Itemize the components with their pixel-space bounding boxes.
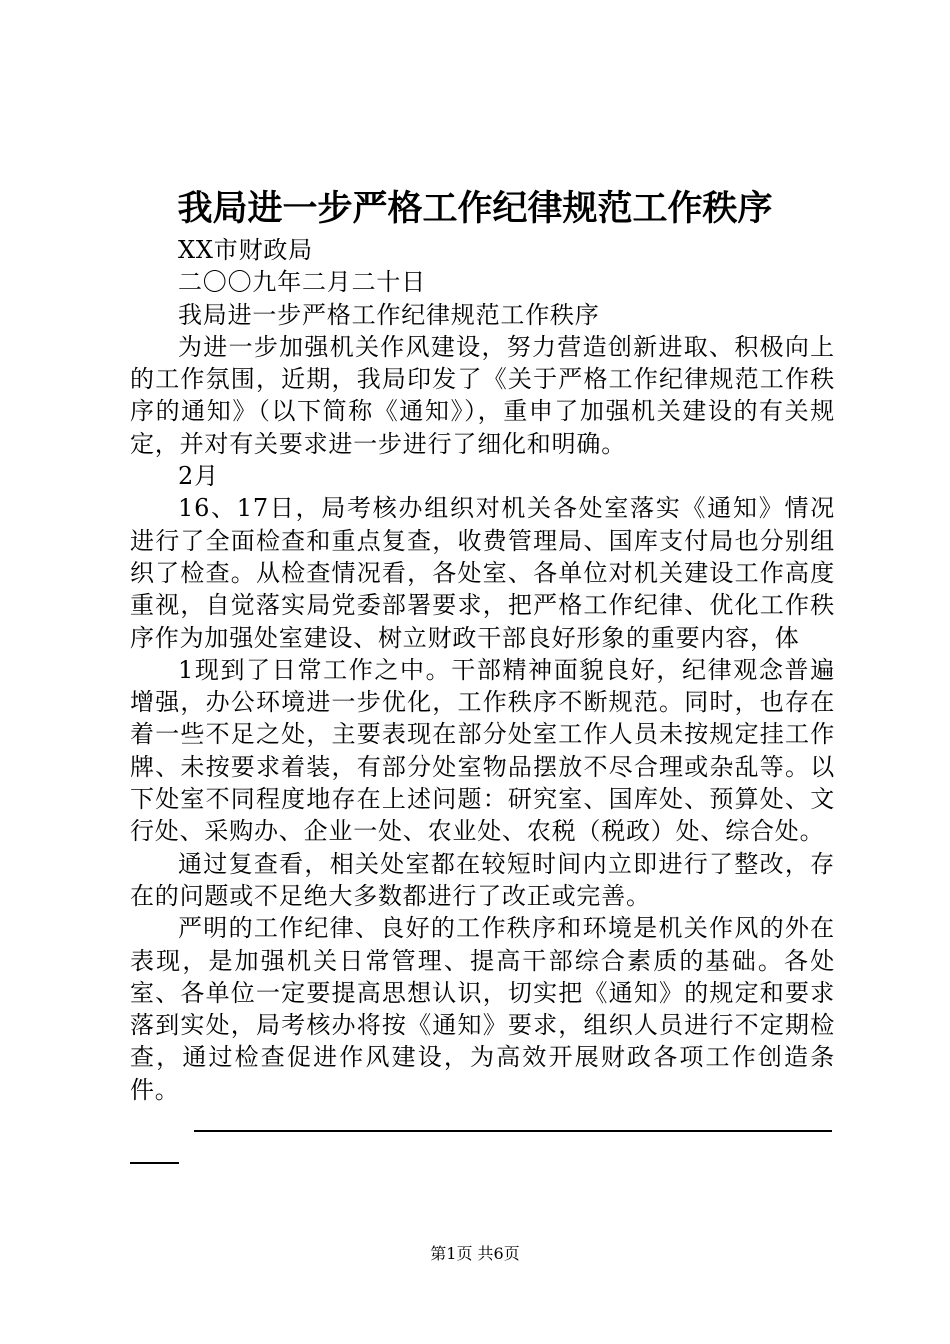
body-paragraph: 1现到了日常工作之中。干部精神面貌良好，纪律观念普遍增强，办公环境进一步优化，工作秩序不断规范。同时，也存在着一些不足之处，主要表现在部分处室工作人员未按规定挂工作牌、未按要求着装，有部分处室物品摆放不尽合理或杂乱等。以下处室不同程度地存在上述问题：研究室、国库处、预算处、文行处、采购办、企业一处、农业处、农税（税政）处、综合处。	[130, 655, 835, 846]
body-paragraph: 严明的工作纪律、良好的工作秩序和环境是机关作风的外在表现，是加强机关日常管理、提高干部综合素质的基础。各处室、各单位一定要提高思想认识，切实把《通知》的规定和要求落到实处，局考核办将按《通知》要求，组织人员进行不定期检查，通过检查促进作风建设，为高效开展财政各项工作创造条件。	[130, 914, 835, 1104]
document-title: 我局进一步严格工作纪律规范工作秩序	[177, 188, 773, 229]
date-line: 二〇〇九年二月二十日	[178, 268, 426, 297]
body-paragraph: 为进一步加强机关作风建设，努力营造创新进取、积极向上的工作氛围，近期，我局印发了《关于严格工作纪律规范工作秩序的通知》（以下简称《通知》），重申了加强机关建设的有关规定，并对有关要求进一步进行了细化和明确。	[130, 332, 835, 458]
separator-line	[194, 1130, 832, 1132]
document-body	[130, 234, 835, 1106]
body-paragraph: 通过复查看，相关处室都在较短时间内立即进行了整改，存在的问题或不足绝大多数都进行了改正或完善。	[130, 849, 835, 910]
issuer-line: XX市财政局	[178, 236, 313, 264]
separator-line-continuation	[130, 1162, 179, 1164]
body-paragraph: 2月	[178, 462, 219, 491]
body-paragraph: 16、17日，局考核办组织对机关各处室落实《通知》情况进行了全面检查和重点复查，收费管理局、国库支付局也分别组织了检查。从检查情况看，各处室、各单位对机关建设工作高度重视，自觉落实局党委部署要求，把严格工作纪律、优化工作秩序作为加强处室建设、树立财政干部良好形象的重要内容，体	[130, 494, 835, 652]
subtitle-line: 我局进一步严格工作纪律规范工作秩序	[178, 300, 600, 329]
page-footer: 第1页 共6页	[430, 1244, 520, 1263]
